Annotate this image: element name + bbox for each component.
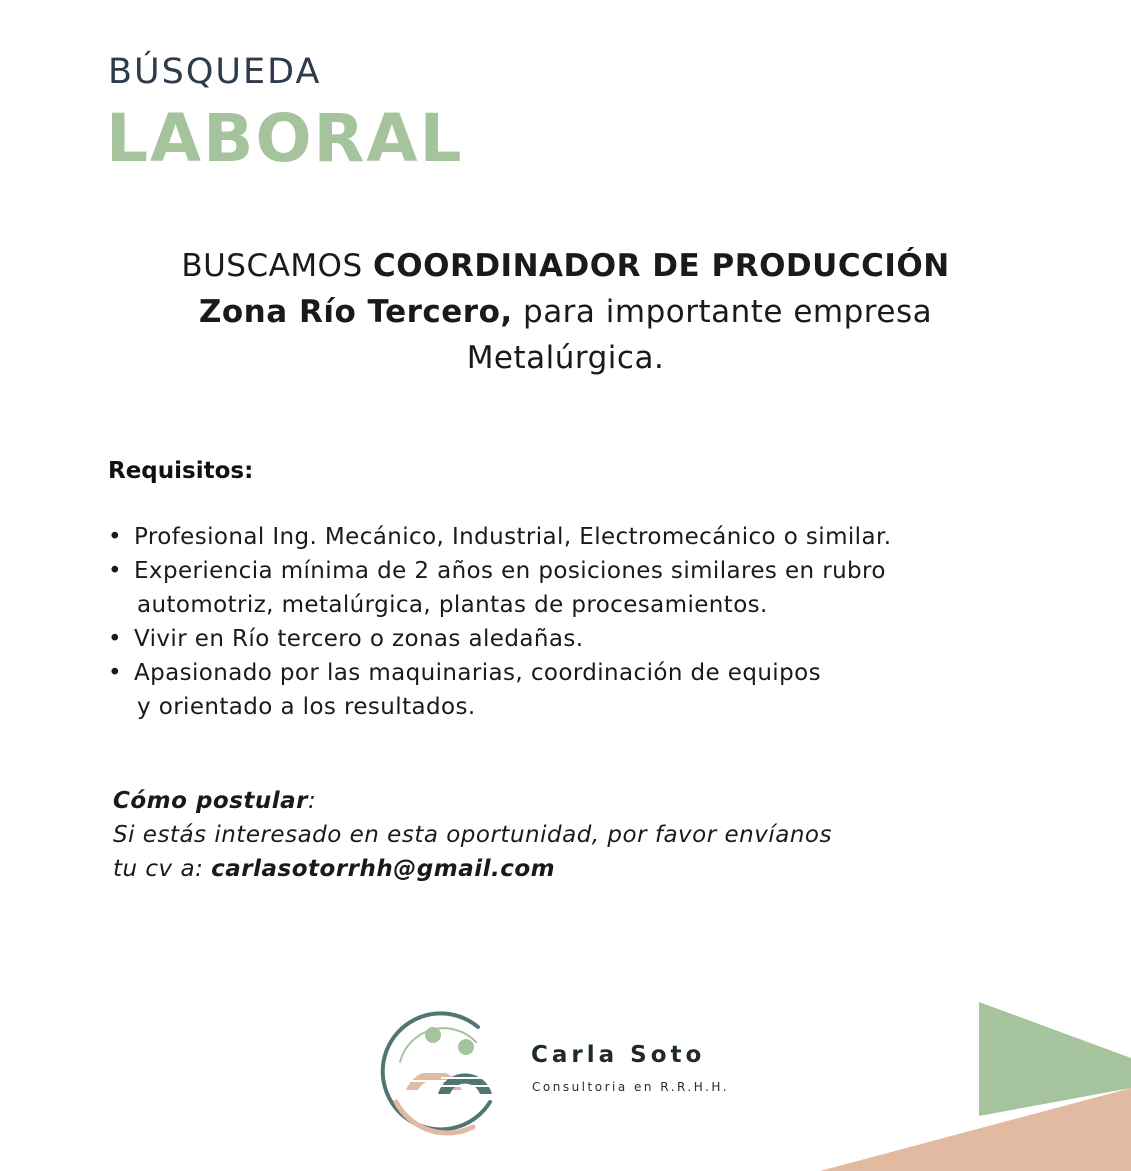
job-zone: Zona Río Tercero, (198, 294, 513, 330)
apply-line-1: Si estás interesado en esta oportunidad, por favor envíanos (113, 822, 832, 848)
requirements-title: Requisitos: (108, 458, 254, 484)
bullet-icon: • (108, 524, 122, 550)
requirement-text: Vivir en Río tercero o zonas aledañas. (134, 626, 584, 652)
bullet-icon: • (108, 558, 122, 584)
list-item (108, 656, 1008, 724)
intro-line-1 (0, 243, 1131, 289)
intro-line-3: Metalúrgica. (466, 340, 665, 376)
apply-prefix: tu cv a: (113, 856, 212, 882)
intro-buscamos: BUSCAMOS (181, 248, 373, 284)
apply-title: Cómo postular (113, 788, 309, 814)
bullet-icon: • (108, 660, 122, 686)
requirement-text-continued: y orientado a los resultados. (137, 694, 476, 720)
apply-title-colon: : (308, 788, 317, 814)
requirement-text-continued: automotriz, metalúrgica, plantas de procesamientos. (137, 592, 768, 618)
requirement-text: Profesional Ing. Mecánico, Industrial, Electromecánico o similar. (134, 524, 892, 550)
bullet-icon: • (108, 626, 122, 652)
contact-email-link[interactable]: carlasotorrhh@gmail.com (211, 856, 556, 882)
requirement-text: Apasionado por las maquinarias, coordinación de equipos (134, 660, 821, 686)
requirements-list (108, 520, 1008, 724)
apply-section (113, 784, 832, 886)
header-title: LABORAL (106, 100, 464, 177)
corner-decoration (780, 1000, 1131, 1171)
brand-name: Carla Soto (531, 1042, 706, 1068)
job-intro (0, 243, 1131, 381)
job-position: COORDINADOR DE PRODUCCIÓN (373, 248, 950, 284)
apply-line-2 (113, 852, 832, 886)
list-item (108, 554, 1008, 622)
list-item (108, 622, 1008, 656)
list-item (108, 520, 1008, 554)
requirement-text: Experiencia mínima de 2 años en posiciones similares en rubro (134, 558, 886, 584)
intro-company: para importante empresa (512, 294, 933, 330)
intro-line-2 (0, 289, 1131, 335)
header-subtitle: BÚSQUEDA (108, 52, 322, 92)
people-arch-logo-icon (378, 1002, 498, 1142)
brand-subtitle: Consultoria en R.R.H.H. (532, 1080, 730, 1094)
apply-title-line (113, 784, 832, 818)
